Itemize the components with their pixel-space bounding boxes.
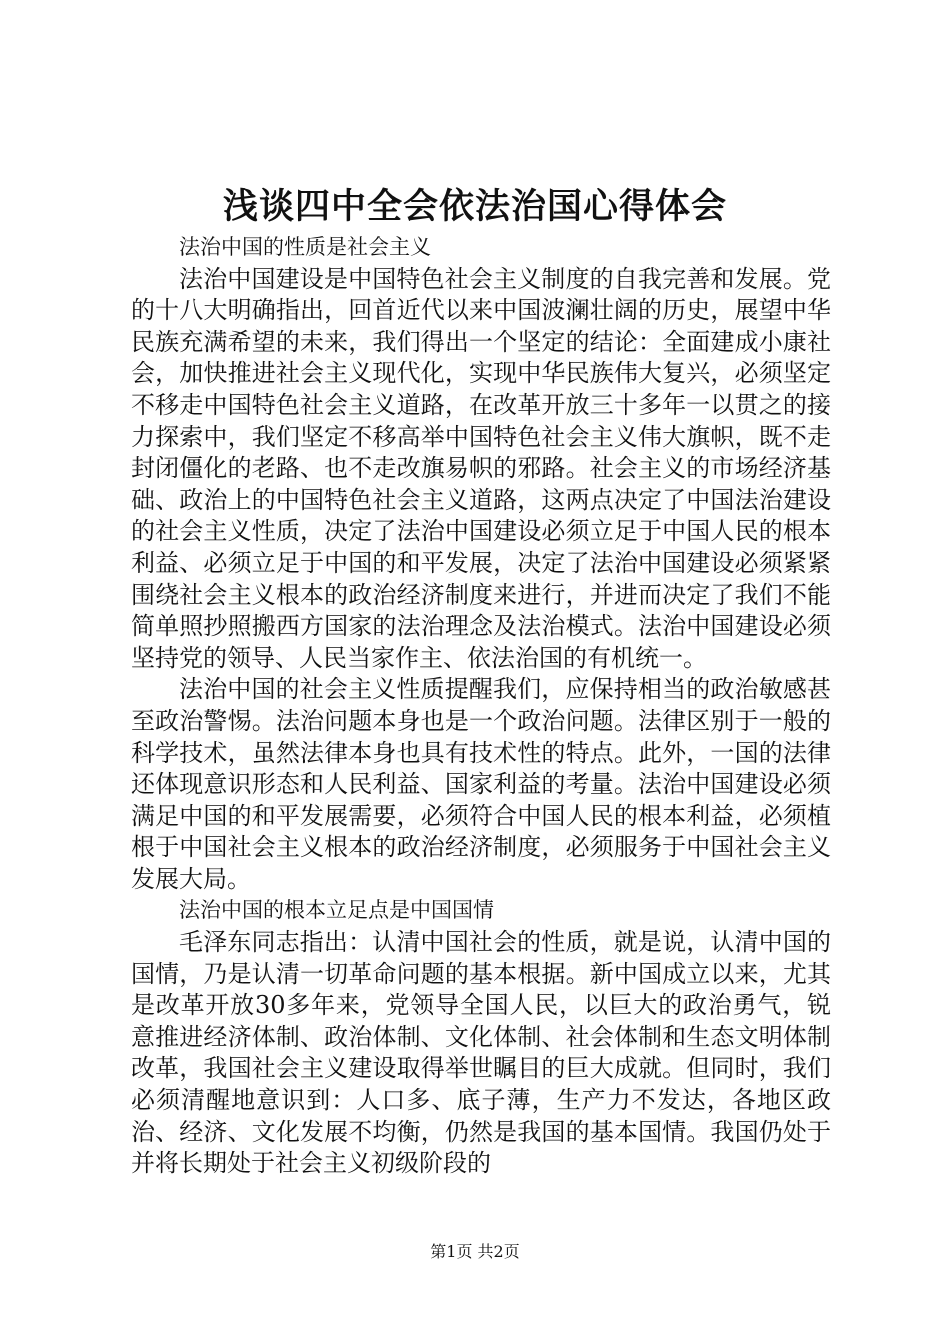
page-total: 共2页 [477,1242,520,1261]
document-title: 浅谈四中全会依法治国心得体会 [222,186,727,227]
body-paragraph: 毛泽东同志指出：认清中国社会的性质，就是说，认清中国的国情，乃是认清一切革命问题的基本根据。新中国成立以来，尤其是改革开放30多年来，党领导全国人民，以巨大的政治勇气，锐意推进经济体制、政治体制、文化体制、社会体制和生态文明体制改革，我国社会主义建设取得举世瞩目的巨大成就。但同时，我们必须清醒地意识到：人口多、底子薄，生产力不发达，各地区政治、经济、文化发展不均衡，仍然是我国的基本国情。我国仍处于并将长期处于社会主义初级阶段的 [131,928,831,1178]
section-heading: 法治中国的性质是社会主义 [179,235,431,259]
section-heading: 法治中国的根本立足点是中国国情 [179,898,494,923]
page-number: 第1页 [430,1242,473,1261]
document-body [131,232,831,1180]
body-paragraph: 法治中国建设是中国特色社会主义制度的自我完善和发展。党的十八大明确指出，回首近代以来中国波澜壮阔的历史，展望中华民族充满希望的未来，我们得出一个坚定的结论：全面建成小康社会，加快推进社会主义现代化，实现中华民族伟大复兴，必须坚定不移走中国特色社会主义道路，在改革开放三十多年一以贯之的接力探索中，我们坚定不移高举中国特色社会主义伟大旗帜，既不走封闭僵化的老路、也不走改旗易帜的邪路。社会主义的市场经济基础、政治上的中国特色社会主义道路，这两点决定了中国法治建设的社会主义性质，决定了法治中国建设必须立足于中国人民的根本利益、必须立足于中国的和平发展，决定了法治中国建设必须紧紧围绕社会主义根本的政治经济制度来进行，并进而决定了我们不能简单照抄照搬西方国家的法治理念及法治模式。法治中国建设必须坚持党的领导、人民当家作主、依法治国的有机统一。 [131,264,831,672]
page-footer [0,1240,950,1264]
body-paragraph: 法治中国的社会主义性质提醒我们，应保持相当的政治敏感甚至政治警惕。法治问题本身也是一个政治问题。法律区别于一般的科学技术，虽然法律本身也具有技术性的特点。此外，一国的法律还体现意识形态和人民利益、国家利益的考量。法治中国建设必须满足中国的和平发展需要，必须符合中国人民的根本利益，必须植根于中国社会主义根本的政治经济制度，必须服务于中国社会主义发展大局。 [131,675,831,893]
